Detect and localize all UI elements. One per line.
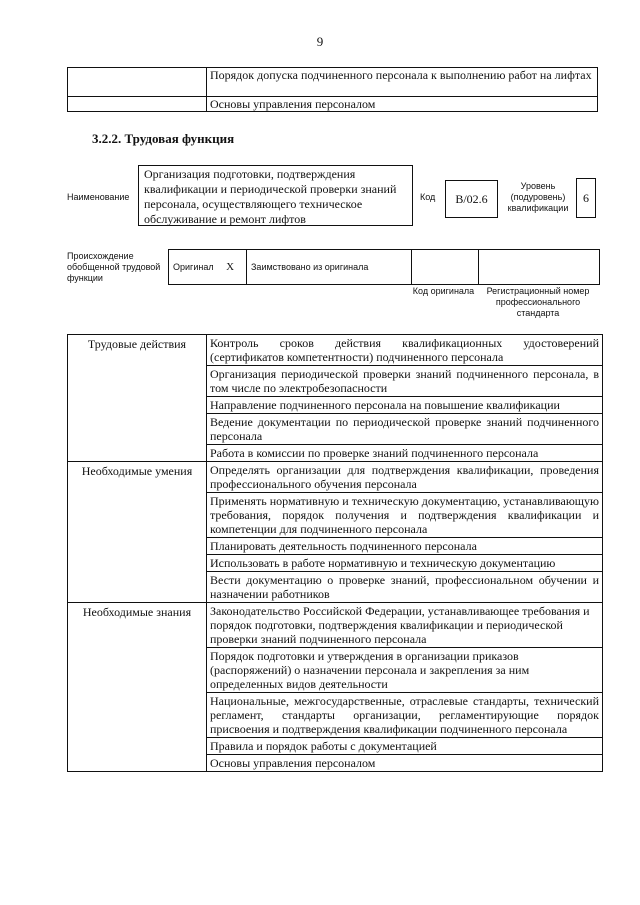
table-cell: Национальные, межгосударственные, отраслевые стандарты, технический регламент, стандарты организации, регламентирующие порядок присвоения и подтверждения квалификации подчиненного персонала [207, 693, 603, 738]
table-cell: Основы управления персоналом [207, 755, 603, 772]
reg-number-cell [479, 250, 600, 285]
table-cell: Законодательство Российской Федерации, устанавливающее требования и порядок подготовки, подтверждения квалификации и периодической проверки знаний подчиненного персонала [207, 603, 603, 648]
labor-function-table [67, 334, 603, 772]
table-cell: Направление подчиненного персонала на повышение квалификации [207, 397, 603, 414]
table-row [68, 335, 603, 366]
code-original-cell [412, 250, 479, 285]
code-value-box: B/02.6 [445, 180, 498, 218]
table-cell: Организация периодической проверки знаний подчиненного персонала, в том числе по электробезопасности [207, 366, 603, 397]
level-value-box: 6 [576, 178, 596, 218]
category-cell: Необходимые знания [68, 603, 207, 772]
section-title: 3.2.2. Трудовая функция [92, 131, 235, 146]
table-cell: Порядок подготовки и утверждения в организации приказов (распоряжений) о назначении персонала и закрепления за ним определенных видов деятельности [207, 648, 603, 693]
table-cell: Контроль сроков действия квалификационных удостоверений (сертификатов компетентности) подчиненного персонала [207, 335, 603, 366]
category-cell: Необходимые умения [68, 462, 207, 603]
table-cell: Планировать деятельность подчиненного персонала [207, 538, 603, 555]
origin-label: Происхождение обобщенной трудовой функции [67, 251, 161, 283]
original-mark: X [226, 261, 235, 273]
category-cell: Трудовые действия [68, 335, 207, 462]
table-row [68, 462, 603, 493]
table-cell: Работа в комиссии по проверке знаний подчиненного персонала [207, 445, 603, 462]
page-number: 9 [316, 34, 324, 49]
table-cell: Применять нормативную и техническую документацию, устанавливающую требования, порядок получения и подтверждения квалификации и компетенции для подчиненного персонала [207, 493, 603, 538]
function-name-box: Организация подготовки, подтверждения квалификации и периодической проверки знаний персонала, осуществляющего техническое обслуживание и ремонт лифтов [138, 165, 413, 226]
reg-number-caption: Регистрационный номер профессионального стандарта [486, 286, 590, 318]
code-label: Код [420, 192, 436, 202]
table-row [68, 603, 603, 648]
continuation-table [67, 67, 598, 112]
table-cell: Вести документацию о проверке знаний, профессиональном обучении и назначении работников [207, 572, 603, 603]
table-cell: Правила и порядок работы с документацией [207, 738, 603, 755]
borrowed-cell: Заимствовано из оригинала [247, 250, 412, 285]
table-cell: Ведение документации по периодической проверке знаний подчиненного персонала [207, 414, 603, 445]
original-cell [169, 250, 247, 285]
table-row [169, 250, 600, 285]
origin-table [168, 249, 600, 285]
table-cell: Порядок допуска подчиненного персонала к выполнению работ на лифтах [207, 68, 598, 97]
table-cell: Основы управления персоналом [207, 97, 598, 112]
original-label: Оригинал [173, 262, 214, 272]
table-row [68, 97, 598, 112]
table-cell: Использовать в работе нормативную и техническую документацию [207, 555, 603, 572]
table-row [68, 68, 598, 97]
name-label: Наименование [67, 192, 130, 202]
table-cell: Определять организации для подтверждения квалификации, проведения профессионального обучения персонала [207, 462, 603, 493]
level-label: Уровень (подуровень) квалификации [507, 181, 569, 213]
code-original-caption: Код оригинала [412, 286, 475, 296]
empty-cell [68, 68, 207, 97]
empty-cell [68, 97, 207, 112]
